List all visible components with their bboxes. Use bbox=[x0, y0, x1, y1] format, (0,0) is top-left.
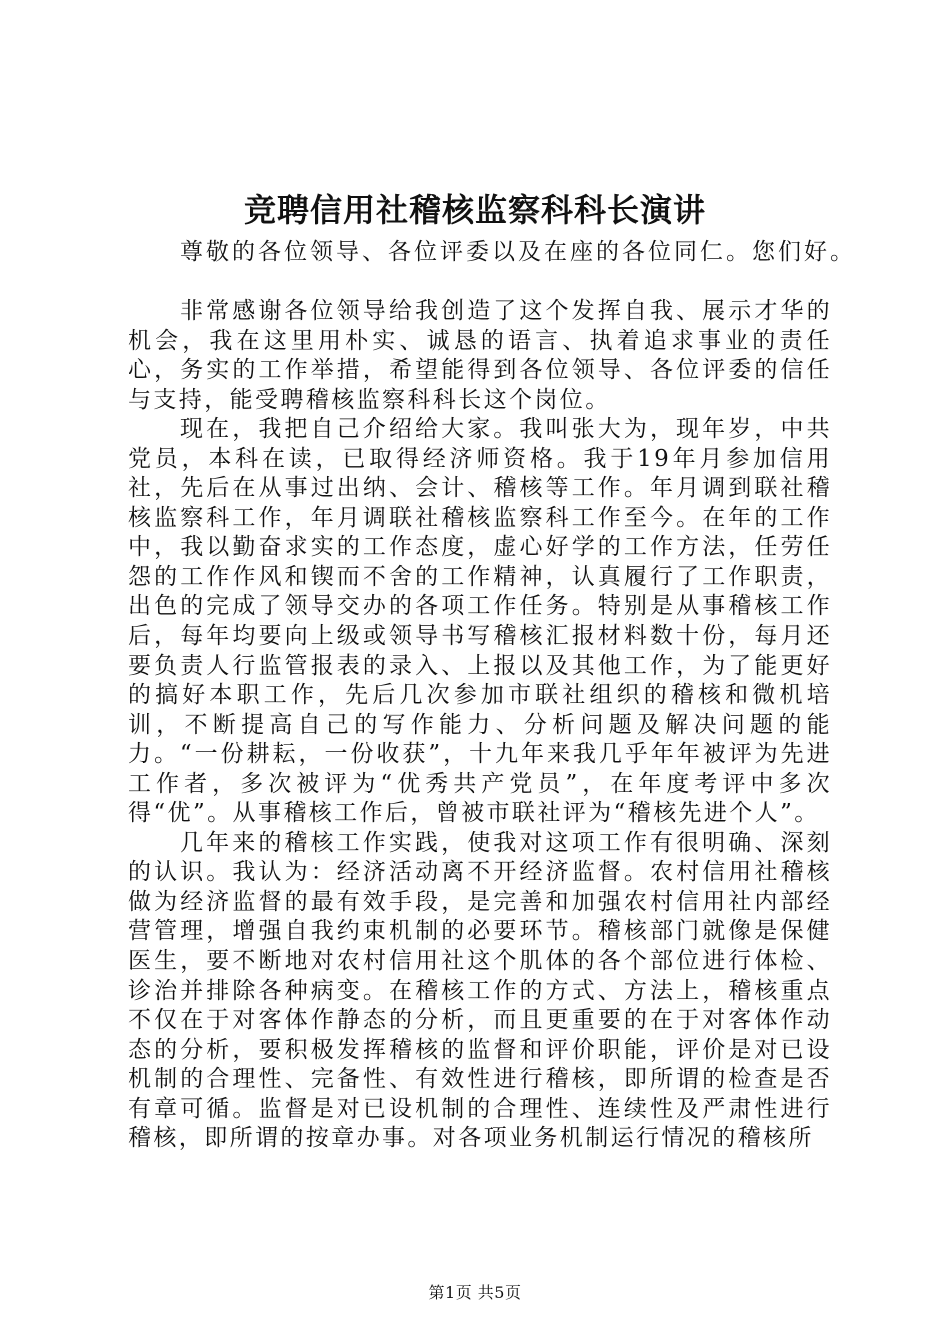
paragraph-1: 非常感谢各位领导给我创造了这个发挥自我、展示才华的机会，我在这里用朴实、诚恳的语言、执着追求事业的责任心，务实的工作举措，希望能得到各位领导、各位评委的信任与支持，能受聘稽核监察科科长这个岗位。 bbox=[128, 298, 832, 413]
paragraph-3: 几年来的稽核工作实践，使我对这项工作有很明确、深刻的认识。我认为：经济活动离不开经济监督。农村信用社稽核做为经济监督的最有效手段，是完善和加强农村信用社内部经营管理，增强自我约束机制的必要环节。稽核部门就像是保健医生，要不断地对农村信用社这个肌体的各个部位进行体检、诊治并排除各种病变。在稽核工作的方式、方法上，稽核重点不仅在于对客体作静态的分析，而且更重要的在于对客体作动态的分析，要积极发挥稽核的监督和评价职能，评价是对已设机制的合理性、完备性、有效性进行稽核，即所谓的检查是否有章可循。监督是对已设机制的合理性、连续性及严肃性进行稽核，即所谓的按章办事。对各项业务机制运行情况的稽核所 bbox=[128, 829, 832, 1152]
paragraph-2: 现在，我把自己介绍给大家。我叫张大为，现年岁，中共党员，本科在读，已取得经济师资格。我于19年月参加信用社，先后在从事过出纳、会计、稽核等工作。年月调到联社稽核监察科工作，年月调联社稽核监察科工作至今。在年的工作中，我以勤奋求实的工作态度，虚心好学的工作方法，任劳任怨的工作作风和锲而不舍的工作精神，认真履行了工作职责，出色的完成了领导交办的各项工作任务。特别是从事稽核工作后，每年均要向上级或领导书写稽核汇报材料数十份，每月还要负责人行监管报表的录入、上报以及其他工作，为了能更好的搞好本职工作，先后几次参加市联社组织的稽核和微机培训，不断提高自己的写作能力、分析问题及解决问题的能力。“一份耕耘，一份收获”，十九年来我几乎年年被评为先进工作者，多次被评为“优秀共产党员”，在年度考评中多次得“优”。从事稽核工作后，曾被市联社评为“稽核先进个人”。 bbox=[128, 416, 832, 827]
document-body bbox=[128, 297, 832, 1154]
greeting-line: 尊敬的各位领导、各位评委以及在座的各位同仁。您们好。 bbox=[180, 239, 856, 265]
document-title: 竞聘信用社稽核监察科科长演讲 bbox=[243, 191, 706, 229]
page-footer: 第1页 共5页 bbox=[428, 1283, 522, 1302]
